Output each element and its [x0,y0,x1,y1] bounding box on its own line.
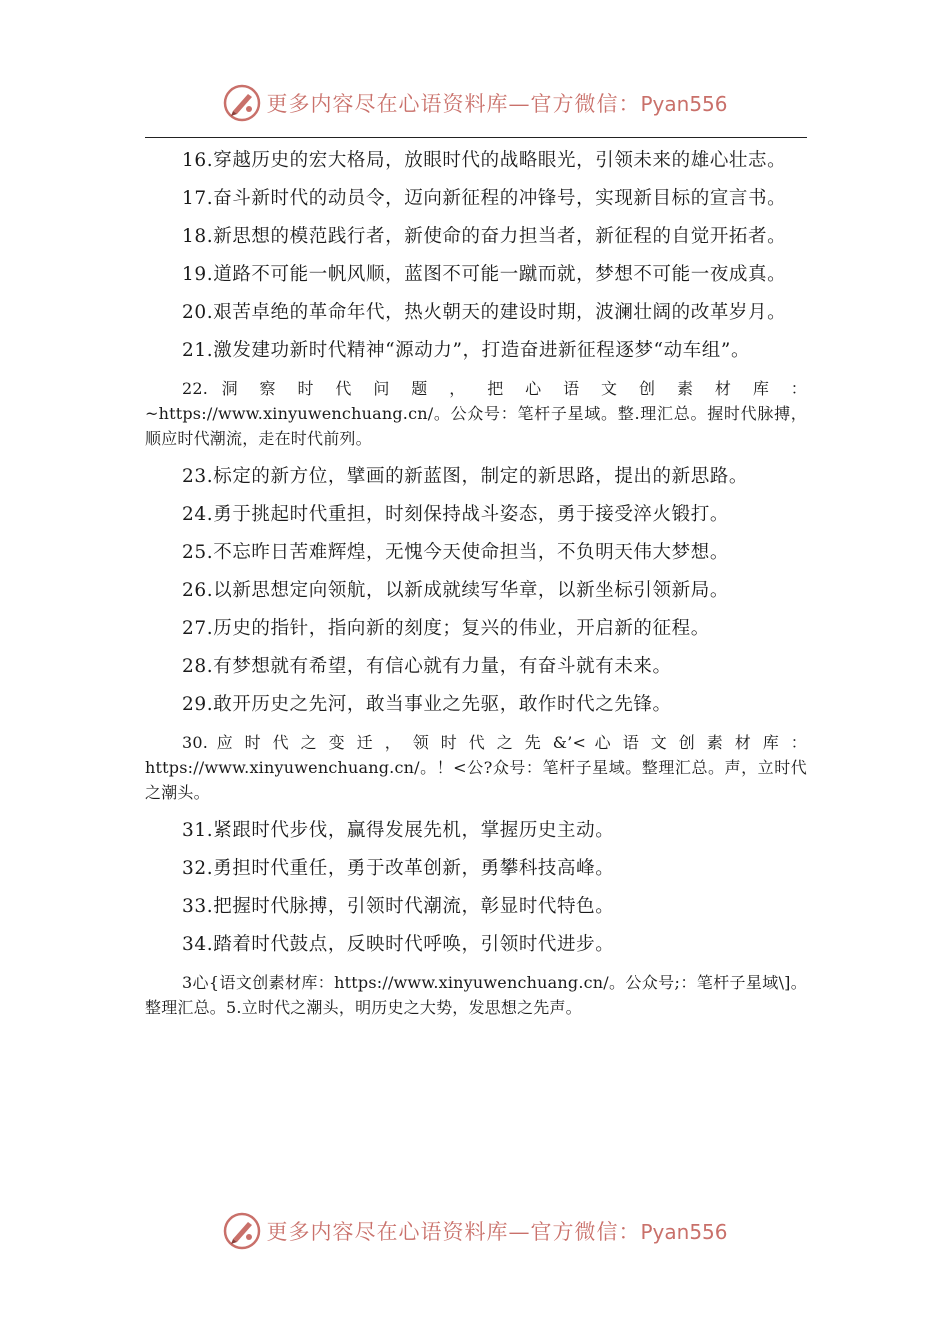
header-banner [0,80,950,126]
header-rule [145,137,807,138]
header-banner-text: 更多内容尽在心语资料库—官方微信：Pyan556 [266,92,728,116]
paragraph-20: 20.艰苦卓绝的革命年代，热火朝天的建设时期，波澜壮阔的改革岁月。 [182,302,787,323]
paragraph-21: 21.激发建功新时代精神“源动力”，打造奋进新征程逐梦“动车组”。 [182,340,751,361]
paragraph-27: 27.历史的指针，指向新的刻度；复兴的伟业，开启新的征程。 [182,618,710,639]
paragraph-30: 30. 应 时 代 之 变 迁 ， 领 时 代 之 先 &’< 心 语 文 创 素 材 库 ： https://www.xinyuwenchuang.cn/。！<公?众号：笔杆子星域。整理汇总。声，立时代之潮头。 [145,733,807,802]
paragraph-26: 26.以新思想定向领航，以新成就续写华章，以新坐标引领新局。 [182,580,729,601]
paragraph-32: 32.勇担时代重任，勇于改革创新，勇攀科技高峰。 [182,858,615,879]
paragraph-35: 3心{语文创素材库：https://www.xinyuwenchuang.cn/。公众号;：笔杆子星域\]。整理汇总。5.立时代之潮头，明历史之大势，发思想之先声。 [145,973,807,1017]
paragraph-16: 16.穿越历史的宏大格局，放眼时代的战略眼光，引领未来的雄心壮志。 [182,150,787,171]
paragraph-28: 28.有梦想就有希望，有信心就有力量，有奋斗就有未来。 [182,656,672,677]
document-body [145,148,807,1033]
paragraph-29: 29.敢开历史之先河，敢当事业之先驱，敢作时代之先锋。 [182,694,672,715]
paragraph-18: 18.新思想的模范践行者，新使命的奋力担当者，新征程的自觉开拓者。 [182,226,787,247]
paragraph-24: 24.勇于挑起时代重担，时刻保持战斗姿态，勇于接受淬火锻打。 [182,504,729,525]
paragraph-23: 23.标定的新方位，擘画的新蓝图，制定的新思路，提出的新思路。 [182,466,749,487]
paragraph-19: 19.道路不可能一帆风顺，蓝图不可能一蹴而就，梦想不可能一夜成真。 [182,264,787,285]
paragraph-33: 33.把握时代脉搏，引领时代潮流，彰显时代特色。 [182,896,615,917]
pen-logo-icon [222,1211,262,1251]
paragraph-22: 22. 洞 察 时 代 问 题 ， 把 心 语 文 创 素 材 库 ： ~https://www.xinyuwenchuang.cn/。公众号：笔杆子星域。整.理汇总。握时代脉搏，顺应时代潮流，走在时代前列。 [145,379,807,448]
pen-logo-icon [222,83,262,123]
paragraph-34: 34.踏着时代鼓点，反映时代呼唤，引领时代进步。 [182,934,615,955]
paragraph-31: 31.紧跟时代步伐，赢得发展先机，掌握历史主动。 [182,820,615,841]
footer-banner [0,1208,950,1254]
footer-banner-text: 更多内容尽在心语资料库—官方微信：Pyan556 [266,1220,728,1244]
paragraph-25: 25.不忘昨日苦难辉煌，无愧今天使命担当，不负明天伟大梦想。 [182,542,729,563]
paragraph-17: 17.奋斗新时代的动员令，迈向新征程的冲锋号，实现新目标的宣言书。 [182,188,787,209]
